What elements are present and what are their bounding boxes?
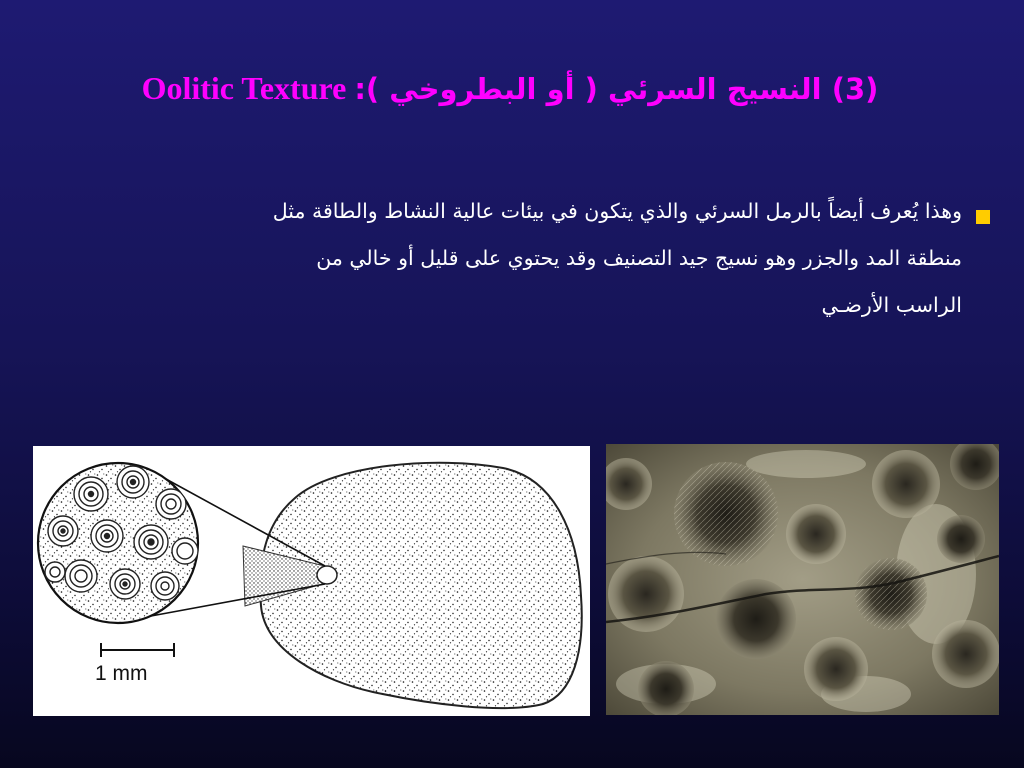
bullet-text — [82, 188, 962, 329]
scale-label: 1 mm — [95, 662, 148, 685]
scale-bar — [101, 643, 174, 657]
bullet-item — [60, 188, 990, 329]
square-bullet-icon — [976, 210, 990, 224]
oolite-photomicrograph — [606, 444, 999, 715]
magnified-spot — [317, 566, 337, 584]
title-arabic: (3) النسيج السرئي ( أو البطروخي ): — [354, 72, 879, 106]
bullet-line: وهذا يُعرف أيضاً بالرمل السرئي والذي يتكون في بيئات عالية النشاط والطاقة مثل — [272, 199, 962, 223]
oolite-diagram — [33, 446, 590, 716]
bullet-line: الراسب الأرضـي — [821, 293, 962, 317]
title-english: Oolitic Texture — [141, 70, 347, 106]
bullet-line: منطقة المد والجزر وهو نسيج جيد التصنيف وقد يحتوي على قليل أو خالي من — [316, 246, 962, 270]
slide-title — [60, 70, 960, 107]
oolite-diagram-figure — [33, 446, 590, 716]
photomicrograph-image — [606, 444, 999, 715]
